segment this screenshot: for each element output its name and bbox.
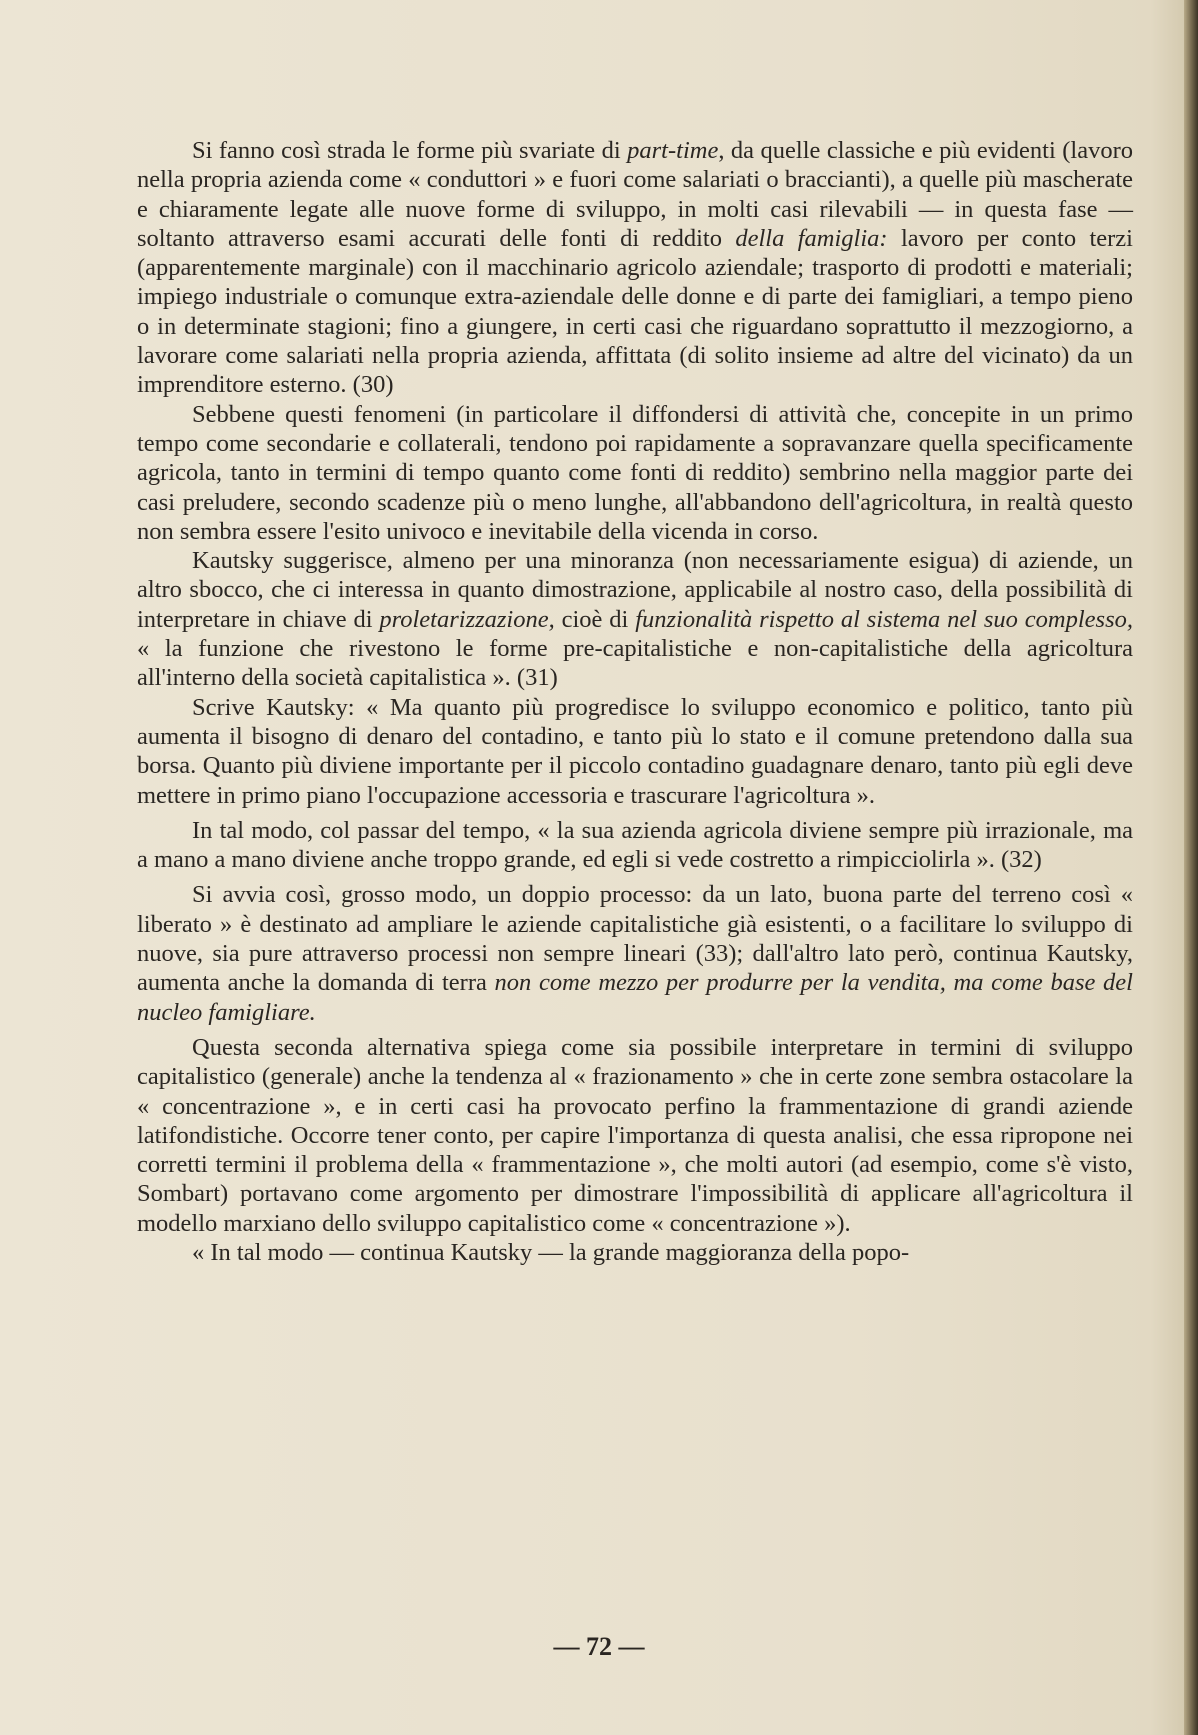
text-run: Questa seconda alternativa spiega come sia possibile interpretare in termini di sviluppo capitalistico (generale) anche la tendenza al « frazionamento » che in certe zone sembra ostacolare la « concentrazione », e in certi casi ha provocato perfino la frammentazione di grandi aziende latifondistiche. Occorre tener conto, per capire l'importanza di questa analisi, che essa ripropone nei corretti termini il problema della « frammentazione », che molti autori (ad esempio, come s'è visto, Sombart) portavano come argomento per dimostrare l'impossibilità di applicare all'agricoltura il modello marxiano dello sviluppo capitalistico come « concentrazione »). [137,1033,1133,1237]
text-run: « la funzione che rivestono le forme pre-capitalistiche e non-capitalistiche della agricoltura all'interno della società capitalistica ». (31) [137,635,1133,692]
text-run: lavoro per conto terzi (apparentemente marginale) con il macchinario agricolo aziendale; trasporto di prodotti e materiali; impiego industriale o comunque extra-aziendale delle donne e di parte dei famigliari, a tempo pieno o in determinate stagioni; fino a giungere, in certi casi che riguardano soprattutto il mezzogiorno, a lavorare come salariati nella propria azienda, affittata (di solito insieme ad altre del vicinato) da un imprenditore esterno. (30) [137,224,1133,399]
italic-text: non come mezzo per produrre per la vendita, ma come base del nucleo famigliare. [137,969,1133,1026]
italic-text: della famiglia: [735,224,888,252]
italic-text: funzionalità rispetto al sistema nel suo complesso, [635,605,1133,633]
text-run: Si avvia così, grosso modo, un doppio processo: da un lato, buona parte del terreno così « liberato » è destinato ad ampliare le aziende capitalistiche già esistenti, o a facilitare lo sviluppo di nuove, sia pure attraverso processi non sempre lineari (33); dall'altro lato però, continua Kautsky, aumenta anche la domanda di terra [137,881,1133,997]
text-run: Kautsky suggerisce, almeno per una minoranza (non necessariamente esigua) di aziende, un altro sbocco, che ci interessa in quanto dimostrazione, applicabile al nostro caso, della possibilità di interpretare in chiave di [137,547,1133,633]
body-text [137,136,1133,1267]
page-number: — 72 — [553,1632,645,1661]
paragraph [137,546,1133,692]
paragraph [137,400,1133,546]
text-run: « In tal modo — continua Kautsky — la grande maggioranza della popo- [192,1238,910,1266]
italic-text: proletarizzazione, [379,605,555,633]
paragraph [137,1033,1133,1238]
paragraph [137,1238,1133,1267]
paragraph [137,816,1133,875]
text-run: In tal modo, col passar del tempo, « la sua azienda agricola diviene sempre più irrazionale, ma a mano a mano diviene anche troppo grande, ed egli si vede costretto a rimpicciolirla ». (32) [137,816,1133,874]
text-run: Sebbene questi fenomeni (in particolare il diffondersi di attività che, concepite in un primo tempo come secondarie e collaterali, tendono poi rapidamente a sopravanzare quella specificamente agricola, tanto in termini di tempo quanto come fonti di reddito) sembrino nella maggior parte dei casi preludere, secondo scadenze più o meno lunghe, all'abbandono dell'agricoltura, in realtà questo non sembra essere l'esito univoco e inevitabile della vicenda in corso. [137,400,1133,545]
paragraph [137,136,1133,400]
paragraph [137,693,1133,810]
text-run: , da quelle classiche e più evidenti (lavoro nella propria azienda come « conduttori » e fuori come salariati o braccianti), a quelle più mascherate e chiaramente legate alle nuove forme di sviluppo, in molti casi rilevabili — in questa fase — soltanto attraverso esami accurati delle fonti di reddito [137,137,1134,252]
text-run: Scrive Kautsky: « Ma quanto più progredisce lo sviluppo economico e politico, tanto più aumenta il bisogno di denaro del contadino, e tanto più lo stato e il comune pretendono dalla sua borsa. Quanto più diviene importante per il piccolo contadino guadagnare denaro, tanto più egli deve mettere in primo piano l'occupazione accessoria e trascurare l'agricoltura ». [137,693,1133,809]
page-edge [1184,0,1198,1735]
text-run: Si fanno così strada le forme più svariate di [192,137,628,164]
paragraph [137,880,1133,1026]
italic-text: part-time [627,137,719,164]
text-run: cioè di [554,605,636,633]
